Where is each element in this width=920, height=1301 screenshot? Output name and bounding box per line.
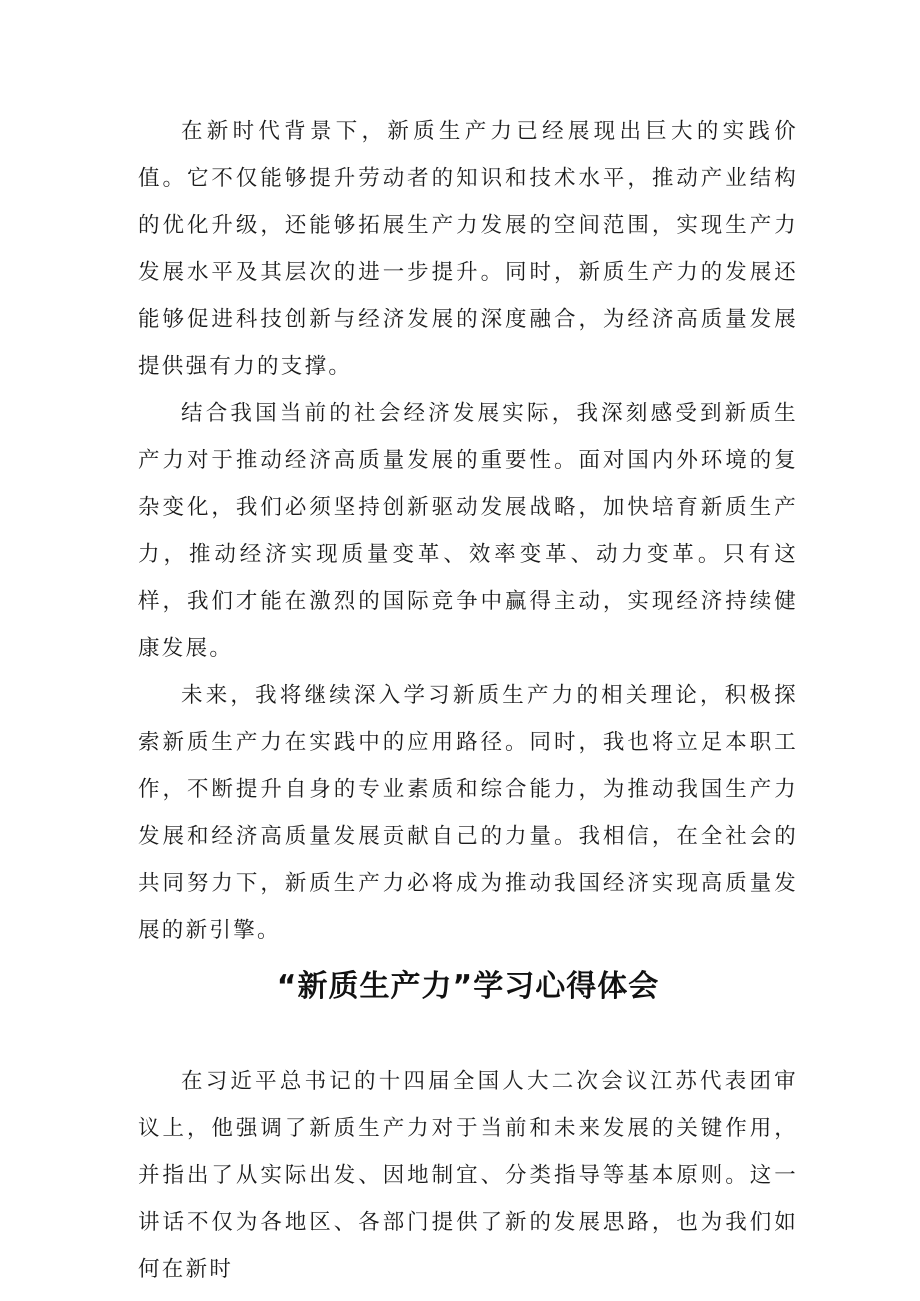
paragraph-speech-intro: 在习近平总书记的十四届全国人大二次会议江苏代表团审议上，他强调了新质生产力对于当前和未来发展的关键作用，并指出了从实际出发、因地制宜、分类指导等基本原则。这一讲话不仅为各地区、各部门提供了新的发展思路，也为我们如何在新时 xyxy=(138,1069,798,1282)
paragraph-economic-reality: 结合我国当前的社会经济发展实际，我深刻感受到新质生产力对于推动经济高质量发展的重要性。面对国内外环境的复杂变化，我们必须坚持创新驱动发展战略，加快培育新质生产力，推动经济实现质量变革、效率变革、动力变革。只有这样，我们才能在激烈的国际竞争中赢得主动，实现经济持续健康发展。 xyxy=(138,401,798,661)
title-spacer xyxy=(138,1024,798,1058)
paragraph-practical-value: 在新时代背景下，新质生产力已经展现出巨大的实践价值。它不仅能够提升劳动者的知识和技术水平，推动产业结构的优化升级，还能够拓展生产力发展的空间范围，实现生产力发展水平及其层次的进一步提升。同时，新质生产力的发展还能够促进科技创新与经济发展的深度融合，为经济高质量发展提供强有力的支撑。 xyxy=(138,119,798,379)
document-title: “新质生产力”学习心得体会 xyxy=(276,969,660,1004)
paragraph-future-commitment: 未来，我将继续深入学习新质生产力的相关理论，积极探索新质生产力在实践中的应用路径。同时，我也将立足本职工作，不断提升自身的专业素质和综合能力，为推动我国生产力发展和经济高质量发展贡献自己的力量。我相信，在全社会的共同努力下，新质生产力必将成为推动我国经济实现高质量发展的新引擎。 xyxy=(138,683,798,943)
document-page xyxy=(138,108,798,1293)
